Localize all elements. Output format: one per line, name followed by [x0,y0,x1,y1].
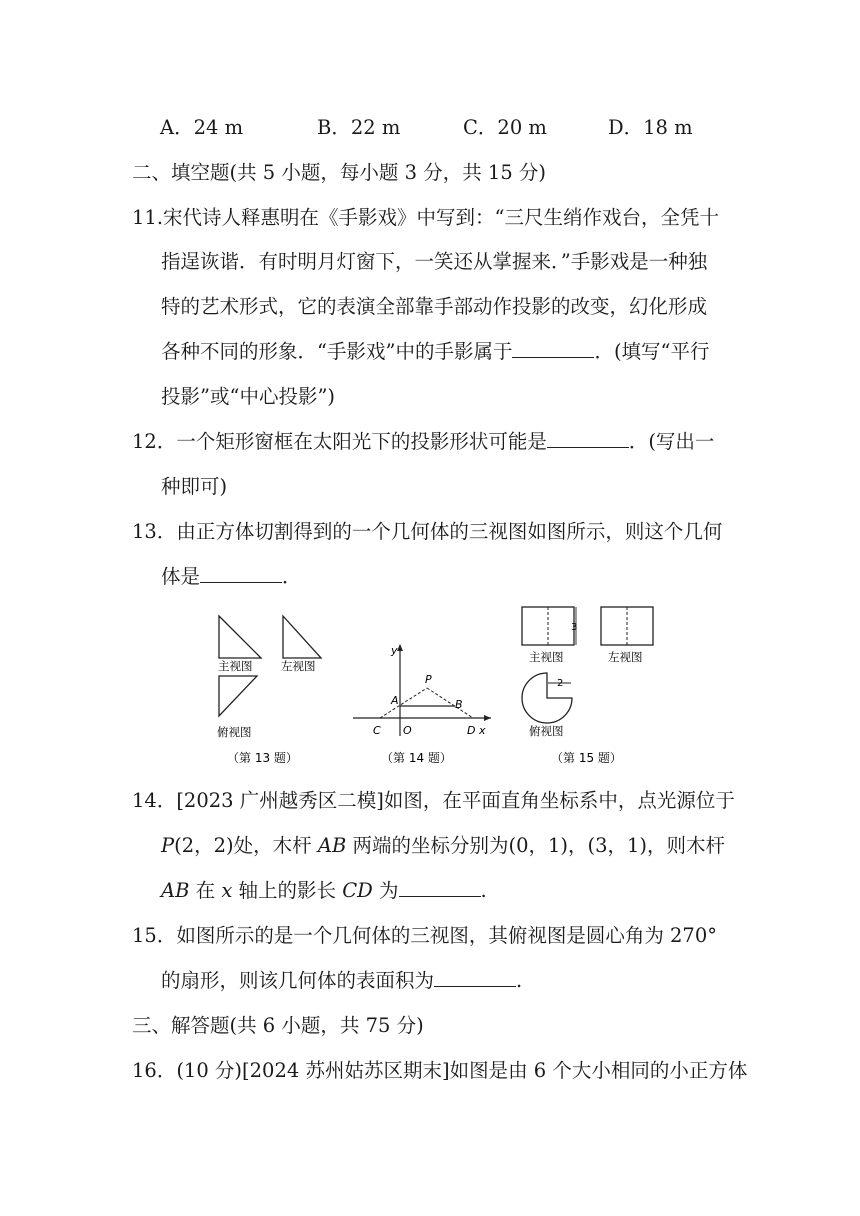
question-15-line-1: 15．如图所示的是一个几何体的三视图，其俯视图是圆心角为 270° [132,924,717,947]
answer-blank-15[interactable] [434,968,516,987]
fig15-front-label: 主视图 [529,650,564,664]
answer-blank-14[interactable] [399,878,481,897]
fig15-top-view-sector [522,673,572,723]
fig14-ray-pc [380,688,427,718]
choice-a: A．24 m [160,116,244,139]
figure-14 [345,636,505,770]
fig14-label-o: O [403,724,412,737]
question-11-line-5: 投影”或“中心投影”) [161,385,336,408]
fig15-dim-2-label: 2 [557,678,564,689]
fig14-caption: （第 14 题） [381,751,452,765]
fig13-front-label: 主视图 [218,659,253,673]
question-16-line-1: 16．(10 分)[2024 苏州姑苏区期末]如图是由 6 个大小相同的小正方体 [132,1059,748,1082]
fig14-ray-pd [427,688,473,718]
answer-blank-12[interactable] [547,429,629,448]
fig13-top-view-triangle [219,676,257,716]
fig15-top-label: 俯视图 [529,724,564,738]
question-13-line-2: 体是 ． [161,565,302,588]
choice-d: D．18 m [608,116,693,139]
question-13-line-1: 13．由正方体切割得到的一个几何体的三视图如图所示，则这个几何 [132,520,723,543]
section-heading-answer: 三、解答题(共 6 小题，共 75 分) [132,1014,424,1037]
question-14-line-3: AB 在 x 轴上的影长 CD 为 . [161,879,487,902]
section-heading-fill-in: 二、填空题(共 5 小题，每小题 3 分，共 15 分) [132,161,547,184]
fig14-label-p: P [425,673,432,686]
fig15-caption: （第 15 题） [551,751,622,765]
fig14-label-c: C [373,724,381,737]
question-14-line-1: 14．[2023 广州越秀区二模]如图，在平面直角坐标系中，点光源位于 [132,789,735,812]
question-12-line-2: 种即可) [161,475,228,498]
question-11-line-2: 指逞诙谐．有时明月灯窗下，一笑还从掌握来．”手影戏是一种独 [161,250,708,273]
fig14-label-y: y [391,644,398,657]
question-12-line-1: 12．一个矩形窗框在太阳光下的投影形状可能是 ．(写出一 [132,430,715,453]
fig15-left-label: 左视图 [608,650,643,664]
fig13-left-label: 左视图 [281,659,316,673]
fig14-label-x: x [479,724,486,737]
fig13-caption: （第 13 题） [227,751,298,765]
question-11-line-4: 各种不同的形象．“手影戏”中的手影属于 ．(填写“平行 [161,340,710,363]
fig14-label-d: D [467,724,476,737]
fig14-x-arrow [484,715,491,721]
fig14-label-b: B [455,698,463,711]
question-15-line-2: 的扇形，则该几何体的表面积为 . [161,969,523,992]
fig15-dim-3-label: 3 [571,622,578,633]
answer-blank-13[interactable] [200,564,282,583]
question-11-line-3: 特的艺术形式，它的表演全部靠手部动作投影的改变，幻化形成 [161,295,708,318]
fig13-front-view-triangle [219,616,261,658]
fig14-label-a: A [391,694,399,707]
figure-13 [205,608,345,770]
fig13-top-label: 俯视图 [217,725,252,739]
answer-blank-11[interactable] [512,339,594,358]
figure-15 [515,600,665,770]
choice-b: B．22 m [317,116,401,139]
choice-c: C．20 m [463,116,547,139]
question-14-line-2: P(2，2)处，木杆 AB 两端的坐标分别为(0，1)，(3，1)，则木杆 [161,834,726,857]
fig14-y-arrow [397,644,403,651]
fig13-left-view-triangle [283,616,321,658]
question-11-line-1: 11.宋代诗人释惠明在《手影戏》中写到：“三尺生绡作戏台，全凭十 [132,206,719,229]
